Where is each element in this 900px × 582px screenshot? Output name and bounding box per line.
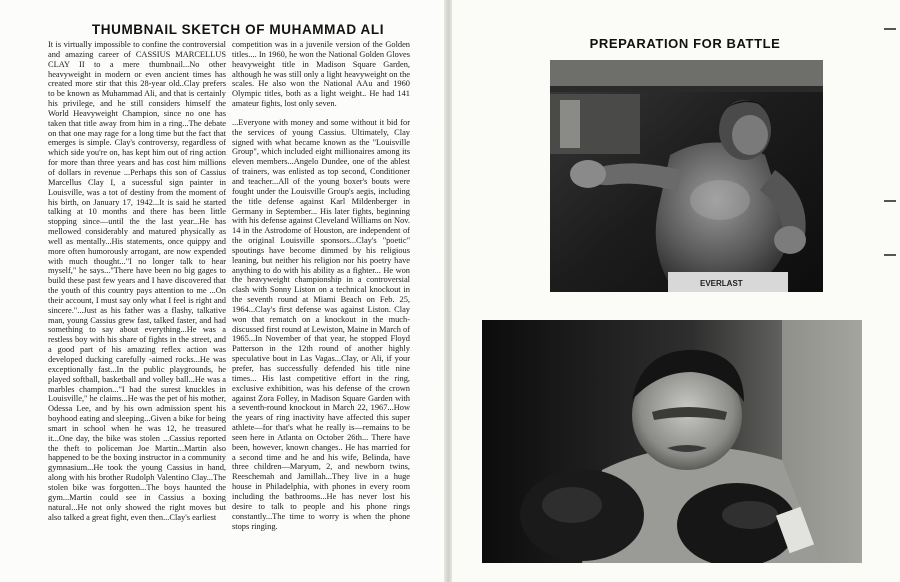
column-2-paragraph-2: ...Everyone with money and some without it bid for the services of young Cassius. Ultimately, Clay signed with what became known as the "Louisville Group", which included eight millionaires among its eleven members...Angelo Dundee, one of the ablest of trainers, was enlisted as top second, Conditioner and teacher...All of the young boxer's bouts were fought under the Louisville Group's aegis, including the title defense against Karl Mildenberger in Germany in September... His later fights, beginning with his defense against Cleveland Williams on Nov. 14 in the Astrodome of Houston, are independent of the original Louisville sponsors...Clay's "poetic" spoutings have become dimmed by his religious leaning, but neither his religion nor his poetry have anything to do with his ability as a fighter... He won the heavyweight championship in a controversial clash with Sonny Liston on a technical knockout in the seventh round at Miami Beach on Feb. 25, 1964...Clay's first defense was against Liston. Clay won that rematch on a knockout in the much-discussed first round at Lewiston, Maine in March of 1965...In November of that year, he stopped Floyd Patterson in the 12th round of another highly speculative bout in Las Vagas...Clay, or Ali, if your prefer, has successfully defended his title nine times... His last competitive effort in the ring, exclusive exhibition, was his defense of the crown against Zora Folley, in Madison Square Garden with a seventh-round knockout in March 22, 1967...How the years of ring inactivity have affected this super athlete—for that's what he really is—remains to be seen here in Atlanta on October 26th... There have been, however, known changes.. He has married for a second time and he and his wife, Belinda, have three children—Maryum, 2, and newborn twins, Reeschemah and Jamillah...They live in a huge house in Philadelphia, with phones in every room including the bathrooms...He has never lost his desire to talk to people and his phone rings constantly...The time to worry is when the phone stops ringing.	[232, 117, 410, 531]
edge-mark	[884, 200, 896, 202]
photo-training-punch-image	[550, 60, 823, 292]
article-column-1	[48, 40, 226, 574]
left-page	[0, 0, 446, 582]
edge-mark	[884, 254, 896, 256]
photo-sparring-closeup	[482, 320, 862, 563]
page-edge-marks	[870, 0, 900, 582]
column-1-paragraph: It is virtually impossible to confine the controversial and amazing career of CASSIUS MARCELLUS CLAY II to a mere thumbnail...No other heavyweight in modern or even ancient times has created more stir that this 28-year old..Clay prefers to be known as Muhammad Ali, and that is certainly his privilege, and he still considers himself the World Heavyweight Champion, since no one has taken that title away from him in a ring...The debate on that one may rage for a long time but the fact that emerges is simple. Clay's controversy, regardless of which side you're on, has kept him out of ring action for more than three years and has cost him millions of dollars in revenue ...Perhaps this son of Cassius Marcellus Clay I, a sucessful sign painter in Louisville, was a tot of destiny from the moment of his birth, on January 17, 1942...It is said he started talking at 10 months and there has been little stopping since—until the the last year...He has mellowed considerably and matured physically as well as mentally...His statements, once quippy and more often humorously arrogant, are now expended with much thought..."I no longer talk to hear myself," he says..."There have been no big gages to build these past few years and I have discovered that the youth of this country pays attention to me ...On their account, I must say only what I feel is right and sincere."...Just as his father was a flashy, talkative man, young Cassius grew fast, talked faster, and had something to say about everything...He was a restless boy with his share of fights in the street, and a good part of his amazing reflex action was developed ducking carefully -aimed rocks...He was exceptionally fast...In the public playgrounds, he played softball, basketball and volley ball...He was a marbles champion..."I had the surest knuckles in Louisville," he claims...He was the pet of his mother, Odessa Lee, and by his own admission spent his boyhood eating and sleeping...Given a bike for being smart in school when he was 12, he treasured it...One day, the bike was stolen ...Cassius reported the theft to policeman Joe Martin...Martin also happened to be the boxing instructor in a community gymnasium...He took the young Cassius in hand, along with his brother Rudolph Valentino Clay...The stolen bike was forgotten...The boys haunted the gym...Martin could see in Cassius a boxing natural...He not only showed the right moves but also talked a great fight, even then...Clay's earliest	[48, 40, 226, 522]
photo-page-title: PREPARATION FOR BATTLE	[589, 36, 781, 51]
photo-sparring-closeup-image	[482, 320, 862, 563]
column-2-paragraph-1: competition was in a juvenile version of the Golden titles.... In 1960, he won the National Golden Gloves heavyweight title in Madison Square Garden, although he was still only a light heavyweight on the scales. He also won the National AAu and 1960 Olympic titles, both as a light weight.. He had 141 amateur fights, lost only seven.	[232, 40, 410, 109]
article-column-2	[232, 40, 410, 574]
article-title: THUMBNAIL SKETCH OF MUHAMMAD ALI	[91, 22, 385, 37]
trunks-brand-text: EVERLAST	[700, 279, 743, 288]
edge-mark	[884, 28, 896, 30]
photo-training-punch	[550, 60, 823, 292]
